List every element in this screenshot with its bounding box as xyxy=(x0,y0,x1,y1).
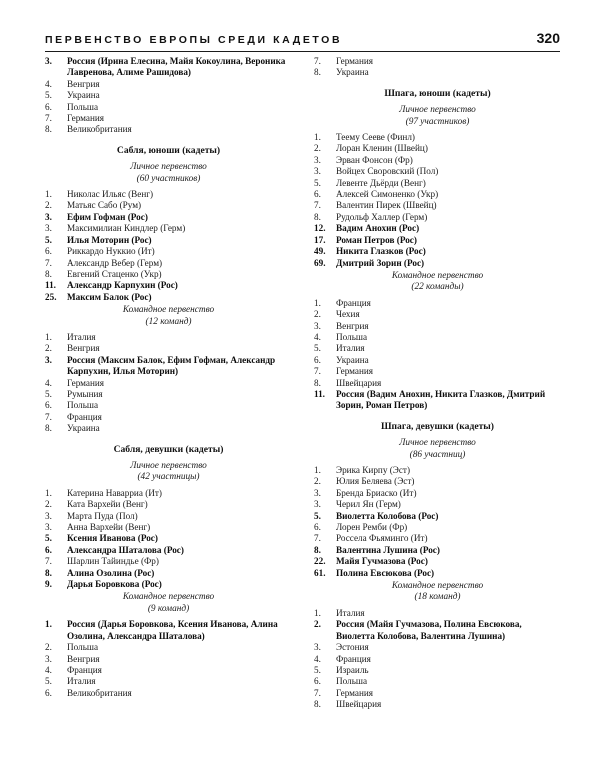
entry-rank: 8. xyxy=(314,67,321,78)
entry-rank: 7. xyxy=(314,56,321,66)
result-entry xyxy=(314,355,561,366)
entry-text: Полина Евсюкова (Рос) xyxy=(336,567,435,578)
result-entry xyxy=(314,488,561,499)
entry-rank: 5. xyxy=(45,234,52,245)
entry-rank: 4. xyxy=(314,331,321,342)
result-entry xyxy=(45,113,292,124)
entry-text: Румыния xyxy=(67,388,103,399)
result-entry xyxy=(314,166,561,177)
result-entry xyxy=(45,619,292,642)
entry-text: Матьяс Сабо (Рум) xyxy=(67,200,142,211)
entry-text: Дарья Боровкова (Рос) xyxy=(67,579,162,590)
result-entry xyxy=(314,389,561,412)
entry-rank: 5. xyxy=(45,388,52,399)
entry-text: Войцех Своровский (Пол) xyxy=(336,166,439,177)
entry-text: Левенте Дьёрди (Венг) xyxy=(336,177,426,188)
entry-text: Алина Озолина (Рос) xyxy=(67,567,155,578)
entry-rank: 6. xyxy=(45,400,52,411)
page-header xyxy=(45,30,560,46)
result-entry xyxy=(314,476,561,487)
entry-rank: 1. xyxy=(314,465,321,475)
entry-rank: 2. xyxy=(45,200,52,211)
entry-rank: 9. xyxy=(45,579,52,590)
result-entry xyxy=(314,56,561,67)
result-entry xyxy=(45,488,292,499)
result-entry xyxy=(45,90,292,101)
result-entry xyxy=(314,321,561,332)
result-entry xyxy=(314,665,561,676)
result-entry xyxy=(45,292,292,303)
entry-text: Рудольф Халлер (Герм) xyxy=(336,211,428,222)
result-entry xyxy=(314,332,561,343)
entry-text: Максимилиан Киндлер (Герм) xyxy=(67,223,186,234)
entry-rank: 3. xyxy=(314,320,321,331)
entry-text: Швейцария xyxy=(336,699,382,710)
header-rule xyxy=(45,51,560,52)
entry-rank: 22. xyxy=(314,556,326,567)
entry-text: Италия xyxy=(67,331,96,342)
result-entry xyxy=(314,676,561,687)
entry-rank: 11. xyxy=(314,388,325,399)
result-entry xyxy=(314,465,561,476)
result-entry xyxy=(45,269,292,280)
entry-rank: 69. xyxy=(314,257,326,268)
entry-rank: 3. xyxy=(314,154,321,165)
entry-rank: 17. xyxy=(314,234,326,245)
entry-text: Франция xyxy=(336,297,371,308)
content-columns xyxy=(45,56,560,711)
result-entry xyxy=(45,511,292,522)
entry-text: Германия xyxy=(336,687,374,698)
result-entry xyxy=(45,533,292,544)
entry-text: Шарлин Тайиндье (Фр) xyxy=(67,556,159,567)
result-list xyxy=(45,488,292,591)
entry-rank: 6. xyxy=(45,544,52,555)
entry-rank: 1. xyxy=(45,619,52,630)
entry-text: Катерина Наварриа (Ит) xyxy=(67,487,162,498)
result-entry xyxy=(45,223,292,234)
column-right xyxy=(314,56,561,711)
section-subheading: Командное первенство xyxy=(391,581,484,592)
entry-rank: 7. xyxy=(45,556,52,567)
result-list xyxy=(45,332,292,435)
result-entry xyxy=(314,654,561,665)
entry-text: Эстония xyxy=(336,642,369,653)
result-entry xyxy=(314,189,561,200)
entry-text: Александра Шаталова (Рос) xyxy=(67,544,184,555)
entry-text: Германия xyxy=(67,113,105,124)
entry-text: Израиль xyxy=(336,664,369,675)
entry-rank: 2. xyxy=(314,476,321,487)
result-entry xyxy=(314,235,561,246)
result-entry xyxy=(45,654,292,665)
result-entry xyxy=(45,688,292,699)
section-subheading: Командное первенство xyxy=(122,305,215,316)
entry-rank: 1. xyxy=(45,331,52,342)
entry-text: Роман Петров (Рос) xyxy=(336,234,417,245)
entry-rank: 3. xyxy=(45,522,52,533)
section-subheading: Личное первенство xyxy=(130,461,207,471)
entry-rank: 12. xyxy=(314,223,326,234)
entry-rank: 2. xyxy=(314,309,321,320)
entry-rank: 8. xyxy=(45,268,52,279)
entry-rank: 25. xyxy=(45,291,57,302)
result-entry xyxy=(314,545,561,556)
result-entry xyxy=(314,223,561,234)
entry-text: Венгрия xyxy=(67,343,100,354)
result-entry xyxy=(45,556,292,567)
entry-rank: 7. xyxy=(45,257,52,268)
entry-text: Италия xyxy=(336,343,365,354)
result-entry xyxy=(314,378,561,389)
result-entry xyxy=(45,102,292,113)
entry-rank: 2. xyxy=(45,642,52,653)
entry-rank: 4. xyxy=(45,78,52,89)
result-entry xyxy=(45,189,292,200)
participant-count: (97 участников) xyxy=(405,116,470,127)
entry-rank: 3. xyxy=(314,166,321,177)
result-entry xyxy=(45,389,292,400)
result-entry xyxy=(314,309,561,320)
entry-text: Чехия xyxy=(336,309,360,320)
entry-rank: 3. xyxy=(45,653,52,664)
result-list xyxy=(314,298,561,412)
page-title: ПЕРВЕНСТВО ЕВРОПЫ СРЕДИ КАДЕТОВ xyxy=(45,34,343,46)
entry-rank: 5. xyxy=(314,177,321,188)
entry-rank: 6. xyxy=(314,522,321,533)
entry-rank: 1. xyxy=(314,607,321,618)
entry-text: Лорен Ремби (Фр) xyxy=(336,522,408,533)
entry-text: Евгений Стаценко (Укр) xyxy=(67,268,162,279)
result-entry xyxy=(314,688,561,699)
entry-rank: 5. xyxy=(314,664,321,675)
result-entry xyxy=(314,608,561,619)
entry-rank: 2. xyxy=(314,619,321,630)
entry-rank: 5. xyxy=(314,510,321,521)
entry-text: Венгрия xyxy=(336,320,369,331)
entry-rank: 8. xyxy=(314,544,321,555)
entry-text: Великобритания xyxy=(67,687,132,698)
entry-rank: 8. xyxy=(45,423,52,434)
entry-rank: 8. xyxy=(45,567,52,578)
entry-text: Россела Фьяминго (Ит) xyxy=(336,533,428,544)
entry-rank: 7. xyxy=(314,366,321,377)
result-list xyxy=(45,56,292,136)
participant-count: (60 участников) xyxy=(136,173,201,184)
entry-text: Анна Вархейи (Венг) xyxy=(67,522,151,533)
entry-text: Великобритания xyxy=(67,124,132,135)
entry-text: Россия (Дарья Боровкова, Ксения Иванова, Алина Озолина, Александра Шаталова) xyxy=(67,619,278,641)
entry-rank: 6. xyxy=(45,101,52,112)
result-entry xyxy=(45,332,292,343)
entry-rank: 7. xyxy=(314,687,321,698)
section-heading: Шпага, юноши (кадеты) xyxy=(384,87,491,99)
participant-count: (12 команд) xyxy=(145,316,192,327)
entry-text: Валентин Пирек (Швейц) xyxy=(336,200,437,211)
entry-rank: 6. xyxy=(45,246,52,257)
entry-text: Ксения Иванова (Рос) xyxy=(67,533,158,544)
entry-text: Эрван Фонсон (Фр) xyxy=(336,154,413,165)
result-entry xyxy=(45,212,292,223)
result-entry xyxy=(45,56,292,79)
participant-count: (9 команд) xyxy=(147,603,190,614)
entry-text: Россия (Ирина Елесина, Майя Кокоулина, Вероника Лавренова, Алиме Рашидова) xyxy=(67,56,286,78)
entry-rank: 3. xyxy=(314,499,321,510)
entry-rank: 3. xyxy=(314,642,321,653)
result-entry xyxy=(45,200,292,211)
entry-rank: 7. xyxy=(45,411,52,422)
entry-text: Ефим Гофман (Рос) xyxy=(67,211,148,222)
result-entry xyxy=(314,511,561,522)
entry-rank: 1. xyxy=(45,487,52,498)
entry-text: Вадим Анохин (Рос) xyxy=(336,223,420,234)
entry-text: Россия (Вадим Анохин, Никита Глазков, Дмитрий Зорин, Роман Петров) xyxy=(336,388,546,411)
entry-text: Швейцария xyxy=(336,377,382,388)
entry-text: Польша xyxy=(336,676,368,687)
entry-rank: 7. xyxy=(314,200,321,211)
entry-text: Франция xyxy=(67,411,102,422)
entry-text: Россия (Майя Гучмазова, Полина Евсюкова, Виолетта Колобова, Валентина Лушина) xyxy=(336,619,522,641)
result-entry xyxy=(45,124,292,135)
entry-rank: 4. xyxy=(45,664,52,675)
entry-rank: 2. xyxy=(45,499,52,510)
entry-rank: 11. xyxy=(45,280,56,291)
result-list xyxy=(314,132,561,269)
entry-text: Александр Вебер (Герм) xyxy=(67,257,163,268)
entry-rank: 3. xyxy=(45,211,52,222)
entry-rank: 2. xyxy=(314,143,321,154)
entry-rank: 5. xyxy=(45,533,52,544)
entry-text: Максим Балок (Рос) xyxy=(67,291,152,302)
entry-text: Бренда Бриаско (Ит) xyxy=(336,487,417,498)
entry-rank: 3. xyxy=(45,56,52,66)
entry-rank: 4. xyxy=(45,377,52,388)
result-entry xyxy=(45,235,292,246)
result-entry xyxy=(45,79,292,90)
entry-rank: 1. xyxy=(314,132,321,143)
result-entry xyxy=(314,298,561,309)
entry-text: Франция xyxy=(67,664,102,675)
entry-rank: 5. xyxy=(45,90,52,101)
result-list xyxy=(45,189,292,303)
result-entry xyxy=(314,132,561,143)
result-list xyxy=(314,56,561,79)
result-entry xyxy=(45,400,292,411)
entry-rank: 3. xyxy=(45,510,52,521)
result-entry xyxy=(314,642,561,653)
entry-text: Лоран Кленин (Швейц) xyxy=(336,143,428,154)
result-entry xyxy=(45,378,292,389)
result-entry xyxy=(45,665,292,676)
entry-rank: 4. xyxy=(314,653,321,664)
participant-count: (18 команд) xyxy=(414,592,461,603)
section-subheading: Личное первенство xyxy=(399,438,476,449)
result-entry xyxy=(45,545,292,556)
result-entry xyxy=(45,412,292,423)
entry-rank: 5. xyxy=(45,676,52,687)
entry-text: Польша xyxy=(336,331,368,342)
result-entry xyxy=(314,699,561,710)
result-entry xyxy=(45,246,292,257)
entry-rank: 3. xyxy=(45,354,52,365)
entry-text: Теему Сееве (Финл) xyxy=(336,132,415,143)
entry-text: Илья Моторин (Рос) xyxy=(67,234,152,245)
entry-text: Россия (Максим Балок, Ефим Гофман, Александр Карпухин, Илья Моторин) xyxy=(67,354,276,377)
entry-text: Дмитрий Зорин (Рос) xyxy=(336,257,425,268)
result-entry xyxy=(45,568,292,579)
result-entry xyxy=(314,619,561,642)
participant-count: (42 участницы) xyxy=(137,472,200,483)
entry-text: Польша xyxy=(67,400,99,411)
participant-count: (22 команды) xyxy=(411,282,464,293)
result-entry xyxy=(314,155,561,166)
result-entry xyxy=(45,423,292,434)
entry-text: Николас Ильяс (Венг) xyxy=(67,189,154,200)
entry-text: Украина xyxy=(67,423,100,434)
entry-rank: 5. xyxy=(314,343,321,354)
entry-text: Украина xyxy=(336,354,369,365)
entry-rank: 49. xyxy=(314,246,326,257)
entry-text: Польша xyxy=(67,101,99,112)
entry-text: Риккардо Нуккио (Ит) xyxy=(67,246,155,257)
entry-rank: 6. xyxy=(314,189,321,200)
entry-rank: 8. xyxy=(45,124,52,135)
result-entry xyxy=(45,499,292,510)
column-left xyxy=(45,56,292,711)
entry-text: Черил Ян (Герм) xyxy=(336,499,401,510)
participant-count: (86 участниц) xyxy=(409,449,466,460)
result-entry xyxy=(314,343,561,354)
result-entry xyxy=(45,258,292,269)
entry-rank: 1. xyxy=(45,189,52,200)
entry-text: Германия xyxy=(67,377,105,388)
entry-text: Виолетта Колобова (Рос) xyxy=(336,510,439,521)
section-subheading: Командное первенство xyxy=(122,592,215,603)
result-entry xyxy=(314,499,561,510)
result-entry xyxy=(45,522,292,533)
entry-text: Германия xyxy=(336,366,374,377)
entry-text: Александр Карпухин (Рос) xyxy=(67,280,178,291)
entry-rank: 2. xyxy=(45,343,52,354)
entry-rank: 7. xyxy=(45,113,52,124)
entry-text: Польша xyxy=(67,642,99,653)
entry-rank: 3. xyxy=(45,223,52,234)
result-entry xyxy=(314,200,561,211)
section-heading: Сабля, юноши (кадеты) xyxy=(116,144,221,156)
section-subheading: Личное первенство xyxy=(399,105,476,116)
section-subheading: Личное первенство xyxy=(130,162,207,173)
entry-text: Украина xyxy=(336,67,369,78)
entry-text: Эрика Кирпу (Эст) xyxy=(336,465,410,475)
entry-text: Алексей Симоненко (Укр) xyxy=(336,189,439,200)
result-entry xyxy=(314,533,561,544)
entry-text: Ката Вархейи (Венг) xyxy=(67,499,148,510)
result-entry xyxy=(314,522,561,533)
entry-rank: 8. xyxy=(314,699,321,710)
entry-text: Никита Глазков (Рос) xyxy=(336,246,426,257)
result-entry xyxy=(314,246,561,257)
entry-rank: 61. xyxy=(314,567,326,578)
page-number: 320 xyxy=(536,30,560,46)
entry-text: Германия xyxy=(336,56,374,66)
result-list xyxy=(45,619,292,699)
entry-rank: 6. xyxy=(314,354,321,365)
entry-rank: 8. xyxy=(314,211,321,222)
section-heading: Шпага, девушки (кадеты) xyxy=(380,420,494,432)
result-entry xyxy=(45,676,292,687)
entry-text: Италия xyxy=(67,676,96,687)
section-heading: Сабля, девушки (кадеты) xyxy=(113,443,224,455)
result-entry xyxy=(314,67,561,78)
result-list xyxy=(314,608,561,711)
result-list xyxy=(314,465,561,579)
entry-rank: 1. xyxy=(314,297,321,308)
entry-rank: 6. xyxy=(45,687,52,698)
entry-rank: 8. xyxy=(314,377,321,388)
entry-text: Юлия Беляева (Эст) xyxy=(336,476,415,487)
entry-text: Марта Пуда (Пол) xyxy=(67,510,138,521)
entry-text: Валентина Лушина (Рос) xyxy=(336,544,440,555)
result-entry xyxy=(45,355,292,378)
result-entry xyxy=(45,280,292,291)
result-entry xyxy=(314,212,561,223)
entry-rank: 6. xyxy=(314,676,321,687)
entry-text: Франция xyxy=(336,653,371,664)
entry-rank: 3. xyxy=(314,487,321,498)
entry-rank: 7. xyxy=(314,533,321,544)
entry-text: Италия xyxy=(336,607,365,618)
result-entry xyxy=(314,556,561,567)
result-entry xyxy=(314,366,561,377)
section-subheading: Командное первенство xyxy=(391,270,484,281)
entry-text: Венгрия xyxy=(67,78,100,89)
result-entry xyxy=(314,568,561,579)
result-entry xyxy=(314,178,561,189)
result-entry xyxy=(314,143,561,154)
result-entry xyxy=(314,258,561,269)
entry-text: Украина xyxy=(67,90,100,101)
entry-text: Майя Гучмазова (Рос) xyxy=(336,556,428,567)
result-entry xyxy=(45,343,292,354)
result-entry xyxy=(45,642,292,653)
result-entry xyxy=(45,579,292,590)
entry-text: Венгрия xyxy=(67,653,100,664)
